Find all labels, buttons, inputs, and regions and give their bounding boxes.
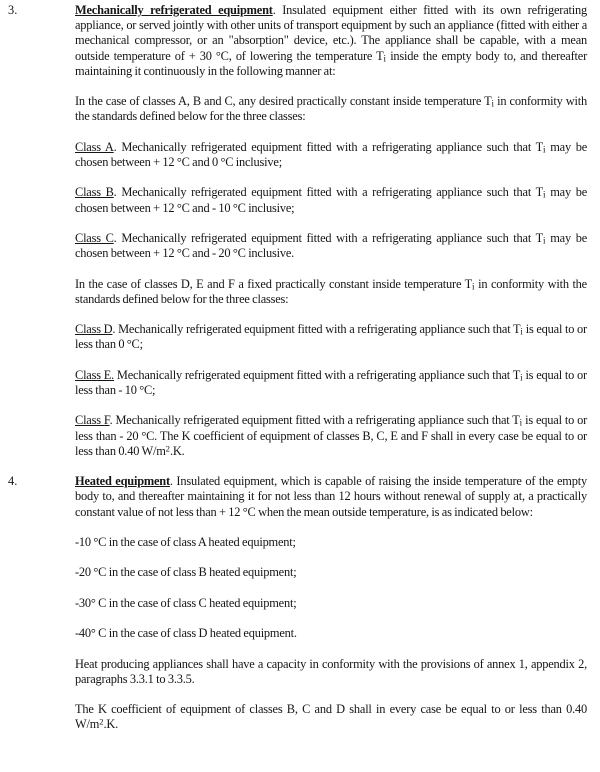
text-segment: may be chosen between + 12 °C and - 10 °C inclusive; [75, 185, 587, 215]
superscript-text: 2 [165, 443, 170, 454]
text-segment: is equal to or less than - 20 °C. The K coefficient of equipment of classes B, C, E and F shall in every case be equal to or less than 0.40 W/m [75, 413, 587, 458]
text-segment: . Mechanically refrigerated equipment fitted with a refrigerating appliance such that T [113, 185, 543, 200]
class-b-heated-line [75, 565, 587, 580]
heading-text: Mechanically refrigerated equipment [75, 3, 273, 17]
text-segment: -40° C in the case of class D heated equipment. [75, 626, 297, 641]
superscript-text: 2 [99, 716, 104, 727]
text-segment: Mechanically refrigerated equipment fitted with a refrigerating appliance such that T [114, 367, 521, 382]
text-segment: . Mechanically refrigerated equipment fitted with a refrigerating appliance such that T [112, 322, 521, 337]
text-segment: is equal to or less than - 10 °C; [75, 367, 587, 397]
underlined-label: Class C [75, 230, 114, 245]
subscript-text: i [472, 281, 475, 292]
subscript-text: i [542, 235, 546, 246]
underlined-label: Class E. [75, 367, 115, 382]
class-f-paragraph [75, 413, 587, 459]
text-segment: may be chosen between + 12 °C and 0 °C inclusive; [75, 139, 587, 169]
text-segment: . Mechanically refrigerated equipment fitted with a refrigerating appliance such that T [113, 139, 543, 154]
underlined-label: Class D [75, 322, 113, 337]
item-number: 3. [8, 3, 18, 17]
text-segment: .K. [169, 443, 185, 458]
text-segment: . Insulated equipment either fitted with its own refrigerating appliance, or served jointly with other units of transport equipment by such an appliance (fitted with either a mechanical compressor, or an "absorption" device, etc.). The appliance shall be capable, with a mean outside temperature of + 30 °C, of lowering the temperature T [75, 3, 587, 63]
classes-abc-intro-paragraph [75, 94, 587, 124]
text-segment: -20 °C in the case of class B heated equipment; [75, 565, 297, 580]
text-segment: may be chosen between + 12 °C and - 20 °C inclusive. [75, 230, 587, 261]
class-d-heated-line [75, 626, 587, 641]
heading-text: Heated equipment [75, 474, 170, 489]
subscript-text: i [520, 372, 523, 383]
heated-equipment-heading-paragraph [75, 474, 587, 520]
underlined-label: Class B [75, 185, 114, 200]
text-segment: is equal to or less than 0 °C; [75, 322, 587, 352]
item-blocks [75, 474, 587, 748]
class-e-paragraph [75, 368, 587, 398]
text-segment: in conformity with the standards defined below for the three classes: [75, 276, 587, 306]
text-segment: In the case of classes D, E and F a fixed practically constant inside temperature T [75, 276, 473, 291]
text-segment: -30° C in the case of class C heated equipment; [75, 595, 297, 610]
subscript-text: i [542, 144, 546, 155]
classes-def-intro-paragraph [75, 277, 587, 307]
underlined-label: Class F [75, 413, 110, 428]
text-segment: The K coefficient of equipment of classes B, C and D shall in every case be equal to or less than 0.40 W/m [75, 702, 587, 732]
text-segment: Heat producing appliances shall have a capacity in conformity with the provisions of annex 1, appendix 2, paragraphs 3.3.1 to 3.3.5. [75, 656, 587, 686]
item-number: 4. [8, 474, 18, 489]
heat-producing-appliances-paragraph [75, 657, 587, 687]
text-segment: In the case of classes A, B and C, any desired practically constant inside temperature T [75, 94, 492, 109]
numbered-item-4 [8, 474, 587, 748]
class-b-paragraph [75, 185, 587, 215]
document-body [8, 3, 587, 748]
mechanically-refrigerated-heading-paragraph [75, 3, 587, 79]
text-segment: in conformity with the standards defined below for the three classes: [75, 94, 587, 124]
text-segment: inside the empty body to, and thereafter maintaining it continuously in the following manner at: [75, 48, 587, 78]
text-segment: . Mechanically refrigerated equipment fitted with a refrigerating appliance such that T [113, 230, 543, 245]
class-a-paragraph [75, 140, 587, 170]
class-c-heated-line [75, 596, 587, 611]
item-blocks [75, 3, 587, 474]
text-segment: . Mechanically refrigerated equipment fitted with a refrigerating appliance such that T [109, 413, 520, 428]
text-segment: .K. [103, 717, 119, 732]
text-segment: -10 °C in the case of class A heated equipment; [75, 534, 296, 549]
subscript-text: i [519, 417, 523, 428]
class-d-paragraph [75, 322, 587, 352]
subscript-text: i [542, 189, 546, 200]
subscript-text: i [383, 53, 387, 64]
subscript-text: i [520, 326, 523, 337]
class-c-paragraph [75, 231, 587, 261]
subscript-text: i [491, 98, 494, 109]
underlined-label: Class A [75, 139, 114, 154]
text-segment: . Insulated equipment, which is capable of raising the inside temperature of the empty body to, and thereafter maintaining it for not less than 12 hours without renewal of supply at, a practically constant value of not less than + 12 °C when the mean outside temperature, is as indicated below: [75, 474, 587, 519]
class-a-heated-line [75, 535, 587, 550]
numbered-item-3 [8, 3, 587, 474]
k-coefficient-paragraph [75, 702, 587, 732]
